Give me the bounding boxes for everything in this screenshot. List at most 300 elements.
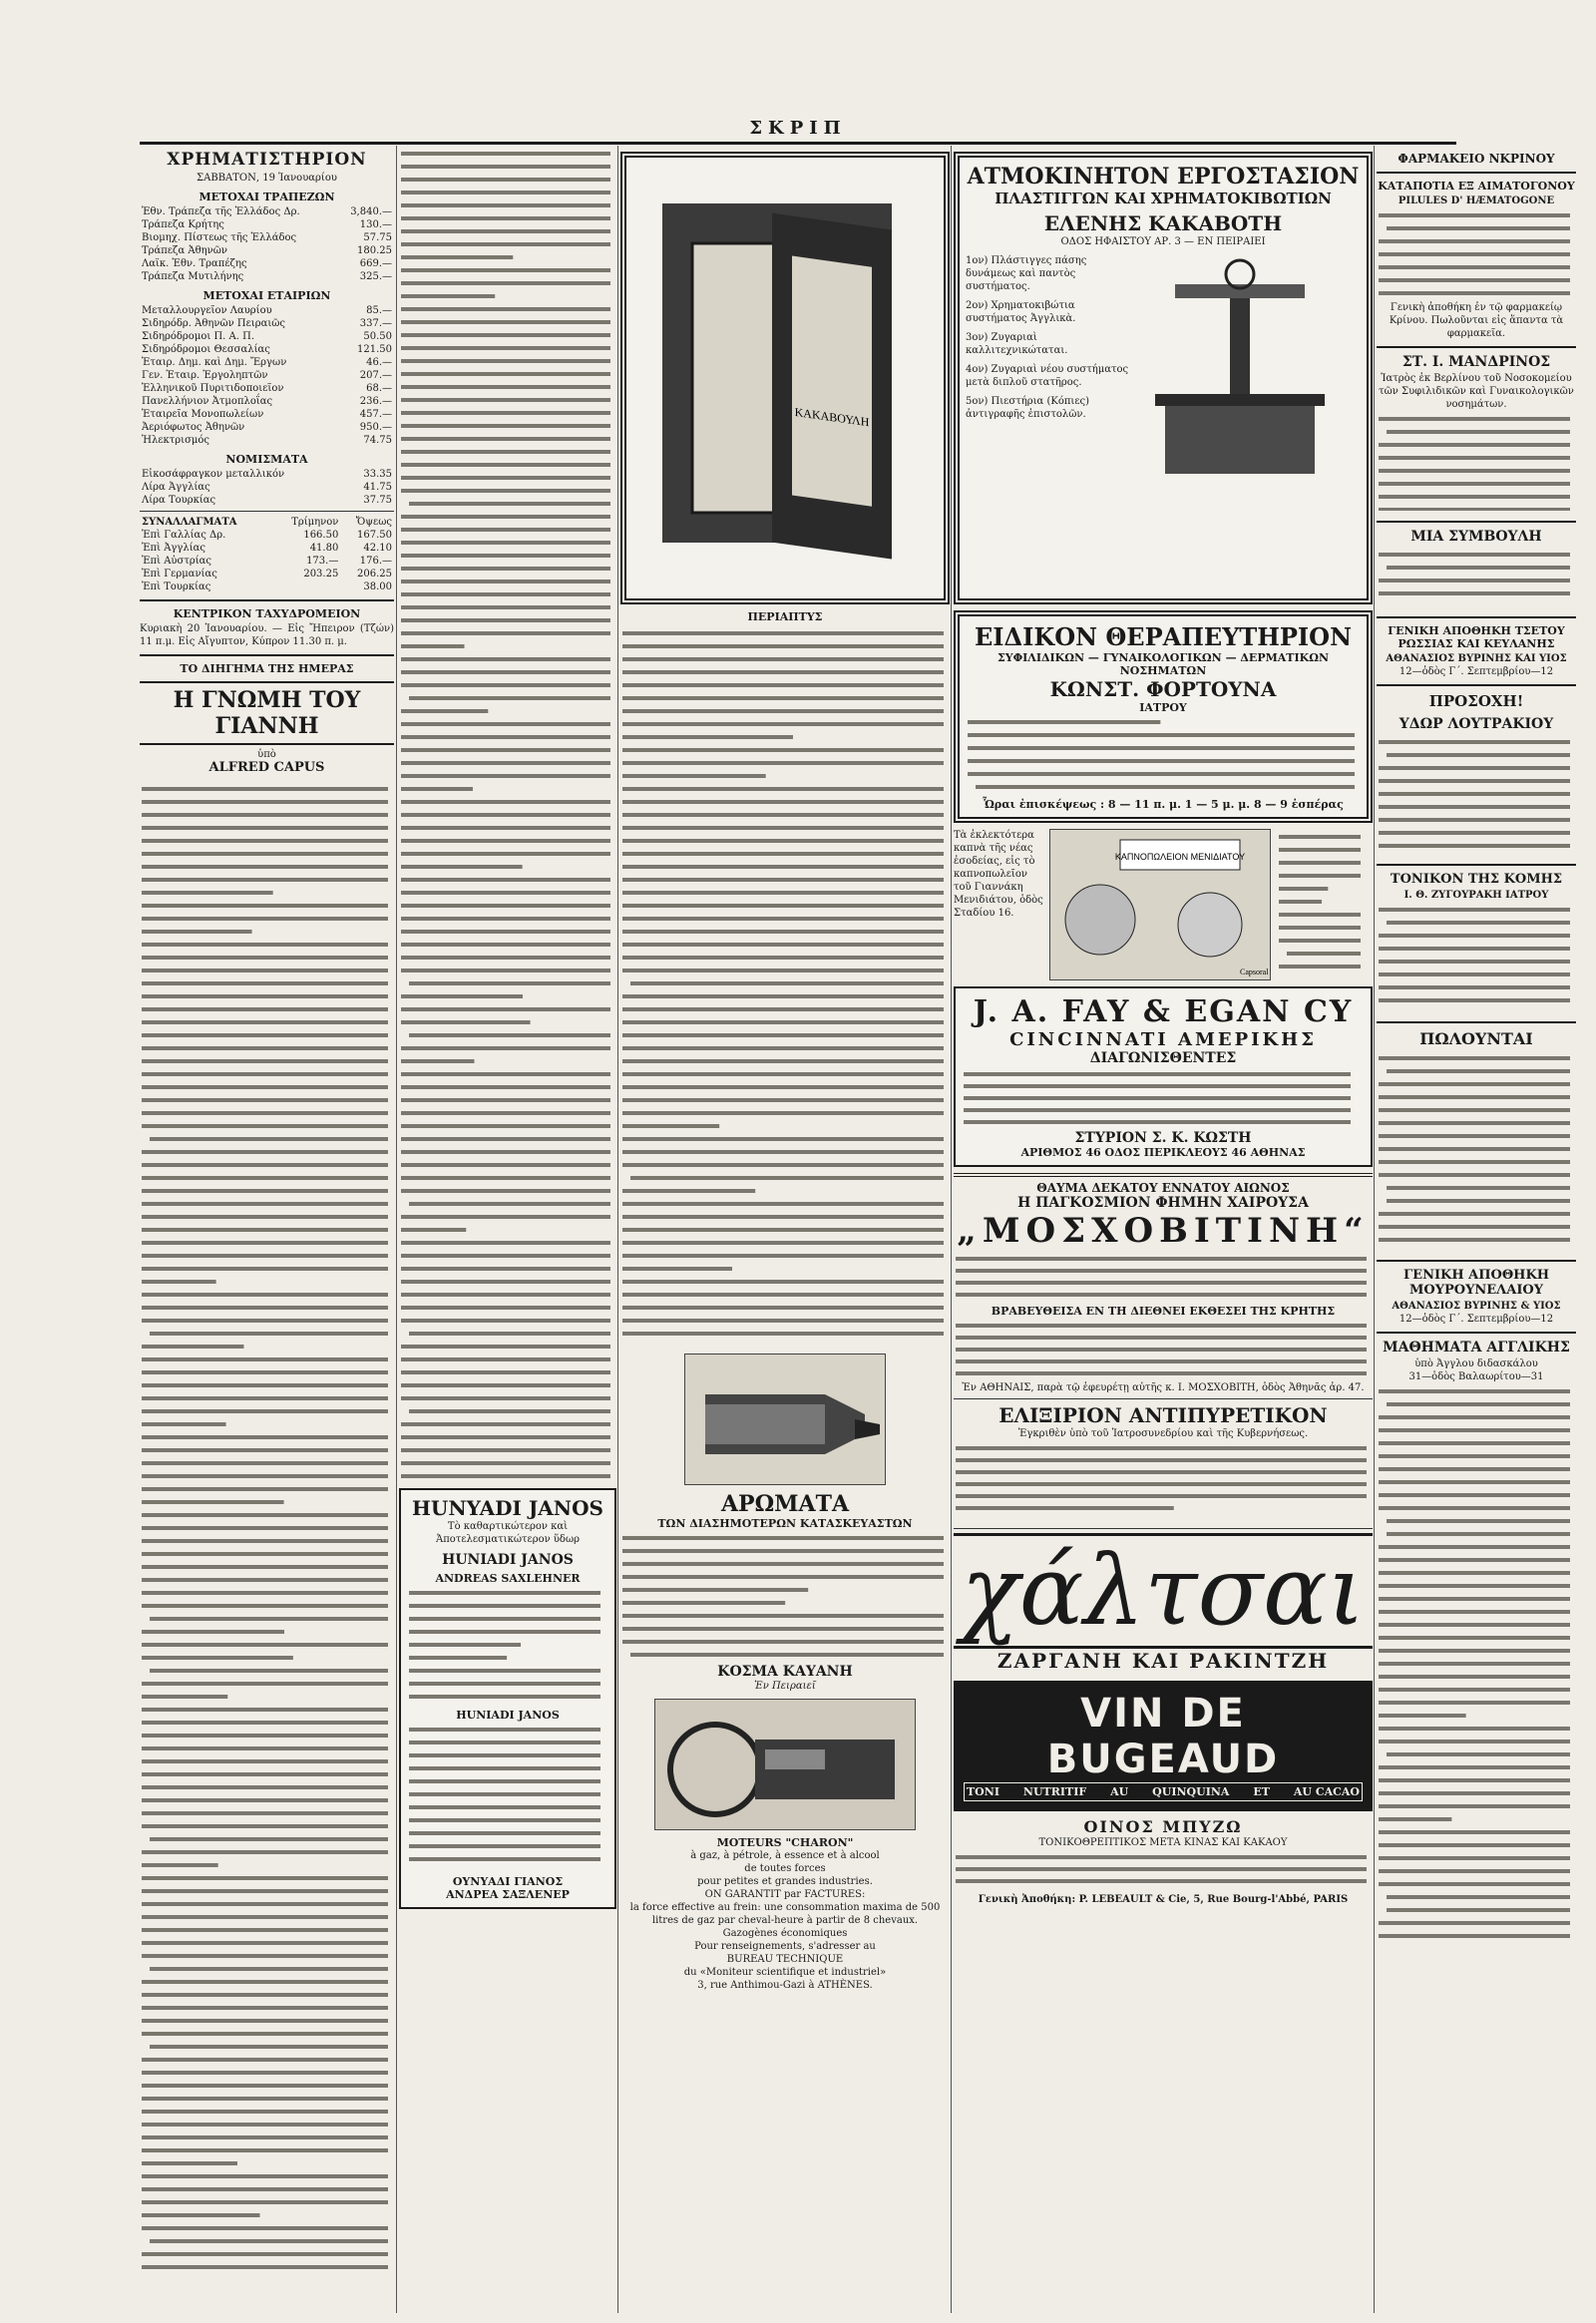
coins-heading: ΝΟΜΙΣΜΑΤΑ (225, 453, 308, 466)
text-line (401, 229, 610, 233)
text-line (142, 1059, 388, 1063)
text-line (401, 242, 610, 246)
text-line (1379, 1095, 1570, 1099)
table-row (140, 481, 394, 494)
doctor-text: Ἰατρὸς ἐκ Βερλίνου τοῦ Νοσοκομείου τῶν Συφιλιδικῶν καὶ Γυναικολογικῶν νοσημάτων. (1379, 373, 1574, 410)
bugeaud-word: AU (1110, 1785, 1129, 1798)
komis-title: ΤΟΝΙΚΟΝ ΤΗΣ ΚΟΜΗΣ (1390, 872, 1563, 887)
text-line (142, 1487, 388, 1491)
text-line (1379, 985, 1570, 989)
safe-illustration (632, 164, 938, 582)
cartoon-illustration (1049, 829, 1271, 980)
text-line (401, 956, 610, 960)
text-line (956, 1482, 1367, 1486)
text-line (1379, 1934, 1570, 1938)
row-label: Γεν. Ἑταιρ. Ἐργοληπτῶν (142, 370, 268, 381)
text-line (622, 1150, 944, 1154)
text-line (622, 1059, 944, 1063)
text-line (1379, 779, 1570, 783)
text-line (1387, 1519, 1570, 1523)
text-line (150, 1669, 388, 1673)
text-line (401, 489, 610, 493)
text-line (401, 346, 610, 350)
text-line (1379, 1173, 1570, 1177)
coins-table (140, 468, 394, 507)
divider (1377, 346, 1576, 348)
text-line (401, 450, 610, 454)
text-line (1379, 1506, 1570, 1510)
charon-line: Pour renseignements, s'adresser au (694, 1941, 876, 1952)
bugeaud-word: NUTRITIF (1022, 1785, 1087, 1798)
text-line (409, 1604, 600, 1608)
text-line (1379, 1623, 1570, 1627)
text-line (956, 1855, 1367, 1859)
text-line (401, 320, 610, 324)
text-line (1379, 1610, 1570, 1614)
text-line (622, 1033, 944, 1037)
row-value: 669.— (359, 258, 392, 269)
text-line (964, 1084, 1351, 1088)
depot1-date: 12—ὁδὸς Γ΄. Σεπτεμβρίου—12 (1398, 666, 1554, 677)
text-line (409, 981, 610, 985)
text-line (142, 1085, 388, 1089)
text-line (968, 720, 1160, 724)
divider (1377, 616, 1576, 618)
clinic-doctor: ΚΩΝΣΤ. ΦΟΡΤΟΥΝΑ (1049, 677, 1277, 701)
text-line (968, 746, 1355, 750)
text-line (401, 735, 610, 739)
text-line (142, 1811, 388, 1815)
text-line (622, 800, 944, 804)
text-line (142, 1721, 388, 1725)
divider (1377, 1260, 1576, 1262)
text-line (142, 1863, 218, 1867)
text-line (401, 1383, 610, 1387)
text-line (1279, 874, 1361, 878)
column-rule (396, 146, 397, 2313)
hunyadi-footer2: ΑΝΔΡΕΑ ΣΑΞΛΕΝΕΡ (446, 1888, 570, 1901)
post-heading: ΚΕΝΤΡΙΚΟΝ ΤΑΧΥΔΡΟΜΕΙΟΝ (173, 607, 361, 620)
text-line (142, 1461, 388, 1465)
text-line (401, 1396, 610, 1400)
text-line (1387, 1532, 1570, 1536)
text-line (1379, 553, 1570, 557)
text-line (622, 930, 944, 934)
text-line (401, 191, 610, 194)
text-line (401, 722, 610, 726)
text-line (956, 1336, 1367, 1340)
text-line (142, 1033, 388, 1037)
text-line (622, 1536, 944, 1540)
doctor-name: ΣΤ. Ι. ΜΑΝΔΡΙΝΟΣ (1401, 354, 1551, 370)
table-row (140, 568, 394, 581)
text-line (409, 1202, 610, 1206)
text-line (622, 1163, 944, 1167)
text-line (622, 994, 944, 998)
text-line (956, 1494, 1367, 1498)
text-line (622, 657, 944, 661)
text-line (401, 657, 610, 661)
komis-lines (1377, 902, 1576, 1011)
text-line (142, 1513, 388, 1517)
row-label: Ἑλληνικοῦ Πυριτιδοποιεῖον (142, 383, 284, 394)
text-line (1387, 753, 1570, 757)
text-line (401, 1228, 466, 1232)
divider (1377, 1021, 1576, 1023)
row-label: Πανελλήνιον Ἀτμοπλοΐας (142, 396, 273, 407)
text-line (1379, 960, 1570, 964)
text-line (401, 515, 610, 519)
workshop-title: ΑΤΜΟΚΙΝΗΤΟΝ ΕΡΓΟΣΤΑΣΙΟΝ (967, 164, 1360, 190)
text-line (1279, 861, 1361, 865)
text-line (401, 178, 610, 182)
text-line (401, 891, 610, 895)
text-line (409, 1766, 600, 1770)
text-line (401, 1124, 610, 1128)
row-value: 130.— (359, 219, 392, 230)
fx-label: Ἐπὶ Γερμανίας (142, 569, 217, 580)
text-line (409, 1033, 610, 1037)
text-line (622, 852, 944, 856)
text-line (1379, 591, 1570, 595)
text-line (956, 1269, 1367, 1273)
text-line (1379, 1545, 1570, 1549)
bugeaud-text (954, 1849, 1373, 1889)
text-line (1379, 1238, 1570, 1242)
text-line (409, 1857, 600, 1861)
charon-line: de toutes forces (744, 1863, 826, 1874)
hunyadi-name3: HUNIADI JANOS (456, 1709, 560, 1722)
depot1-title: ΓΕΝΙΚΗ ΑΠΟΘΗΚΗ ΤΣΕΤΟΥ ΡΩΣΣΙΑΣ ΚΑΙ ΚΕΥΛΑΝΗΣ (1388, 624, 1565, 650)
elixir-text: Ἐγκριθὲν ὑπὸ τοῦ Ἰατροσυνεδρίου καὶ τῆς Κυβερνήσεως. (1017, 1428, 1309, 1439)
row-value: 46.— (366, 357, 392, 368)
row-value: 50.50 (363, 331, 392, 342)
text-line (401, 411, 610, 415)
text-line (622, 1007, 944, 1011)
table-row (140, 244, 394, 257)
column-3 (620, 146, 950, 2310)
text-line (1379, 792, 1570, 796)
depot2-date: 12—ὁδὸς Γ΄. Σεπτεμβρίου—12 (1398, 1314, 1554, 1325)
text-line (142, 1902, 388, 1906)
text-line (142, 1280, 216, 1284)
text-line (401, 813, 610, 817)
text-line (142, 943, 388, 947)
text-line (142, 2187, 388, 2191)
workshop-item: 2ον) Χρηματοκιβώτια συστήματος Ἀγγλικὰ. (966, 300, 1076, 324)
text-line (409, 1591, 600, 1595)
moscho-top: ΘΑΥΜΑ ΔΕΚΑΤΟΥ ΕΝΝΑΤΟΥ ΑΙΩΝΟΣ (1036, 1181, 1290, 1195)
text-line (401, 904, 610, 908)
text-line (622, 1267, 732, 1271)
text-line (142, 1306, 388, 1310)
text-line (622, 670, 944, 674)
text-line (1379, 579, 1570, 582)
text-line (1379, 947, 1570, 951)
text-line (142, 787, 388, 791)
text-line (1387, 921, 1570, 925)
text-line (142, 2058, 388, 2062)
bugeaud-greek: ΟΙΝΟΣ ΜΠΥΖΩ (1083, 1817, 1243, 1836)
hunyadi-title: HUNYADI JANOS (412, 1496, 603, 1520)
english-title: ΜΑΘΗΜΑΤΑ ΑΓΓΛΙΚΗΣ (1383, 1340, 1570, 1355)
divider (954, 1173, 1373, 1177)
text-line (401, 268, 610, 272)
text-line (622, 1111, 944, 1115)
text-line (622, 644, 944, 648)
row-value: 180.25 (357, 245, 392, 256)
text-line (142, 1565, 388, 1569)
text-line (150, 2045, 388, 2049)
table-row (140, 494, 394, 507)
pills-brand: PILULES D' HÆMATOGONE (1397, 195, 1555, 206)
fay-tag: ΔΙΑΓΩΝΙΣΘΕΝΤΕΣ (1089, 1050, 1237, 1066)
fx-value: 38.00 (363, 581, 392, 592)
text-line (622, 1189, 755, 1193)
text-line (1379, 1558, 1570, 1562)
text-line (1379, 1134, 1570, 1138)
row-label: Βιομηχ. Πίστεως τῆς Ἑλλάδος (142, 232, 297, 243)
text-line (142, 917, 388, 921)
text-line (1379, 1856, 1570, 1860)
charon-line: pour petites et grandes industries. (697, 1876, 873, 1887)
text-line (630, 1653, 944, 1657)
text-line (142, 968, 388, 972)
text-line (1379, 1662, 1570, 1666)
text-line (142, 2213, 260, 2217)
text-line (401, 541, 610, 545)
text-line (142, 1941, 388, 1945)
text-line (1379, 1882, 1570, 1886)
bugeaud-desc: ΤΟΝΙΚΟΘΡΕΠΤΙΚΟΣ ΜΕΤΑ ΚΙΝΑΣ ΚΑΙ ΚΑΚΑΟΥ (1038, 1837, 1288, 1848)
text-line (142, 1020, 388, 1024)
text-line (142, 1708, 388, 1712)
aromata-shop: ΚΟΣΜΑ ΚΑΥΑΝΗ (717, 1664, 853, 1680)
text-line (401, 1435, 610, 1439)
text-line (142, 1150, 388, 1154)
text-line (142, 1993, 388, 1997)
hunyadi-text-lines (407, 1585, 606, 1705)
pills-text: Γενικὴ ἀποθήκη ἐν τῷ φαρμακείῳ Κρίνου. Πωλοῦνται εἰς ἅπαντα τὰ φαρμακεῖα. (1389, 302, 1564, 339)
text-line (622, 1202, 944, 1206)
text-line (956, 1359, 1367, 1363)
text-line (622, 722, 944, 726)
text-line (142, 2148, 388, 2152)
divider (954, 1398, 1373, 1399)
text-line (142, 1241, 388, 1245)
text-line (622, 683, 944, 687)
text-line (142, 891, 273, 895)
text-line (142, 1889, 388, 1893)
text-line (401, 294, 495, 298)
aromata-place: Ἐν Πειραιεῖ (754, 1681, 816, 1692)
text-line (1379, 1817, 1451, 1821)
text-line (409, 1779, 600, 1783)
engine-illustration (654, 1699, 916, 1830)
fx-value: 203.25 (303, 569, 339, 580)
text-line (622, 865, 944, 869)
text-line (1379, 291, 1570, 295)
text-line (401, 476, 610, 480)
text-line (142, 2265, 388, 2269)
table-row (140, 218, 394, 231)
bugeaud-title: VIN DE BUGEAUD (1046, 1691, 1280, 1782)
text-line (142, 826, 388, 830)
text-line (142, 1850, 388, 1854)
text-line (142, 1798, 388, 1802)
column-rule (1374, 146, 1375, 2313)
text-line (142, 1319, 388, 1323)
text-line (964, 1072, 1351, 1076)
charon-line: la force effective au frein: une consommation maxima de 500 litres de gaz par cheval-heure à partir de 8 chevaux. (629, 1902, 941, 1926)
clinic-hours: Ὧραι ἐπισκέψεως : 8 — 11 π. μ. 1 — 5 μ. μ. 8 — 9 ἑσπέρας (983, 798, 1344, 811)
hunyadi-name2: HUNIADI JANOS (442, 1552, 574, 1568)
prosochi-title: ΠΡΟΣΟΧΗ! (1428, 692, 1524, 710)
poulountai-lines (1377, 1050, 1576, 1250)
text-line (1379, 1921, 1570, 1925)
moscho-text-2 (954, 1318, 1373, 1377)
moscho-title: „ΜΟΣΧΟΒΙΤΙΝΗ“ (957, 1211, 1370, 1251)
text-line (1379, 1441, 1570, 1445)
text-line (401, 437, 610, 441)
text-line (1379, 934, 1570, 938)
scale-illustration (1135, 254, 1345, 514)
text-line (1379, 1714, 1466, 1718)
text-line (1379, 278, 1570, 282)
fx-value: 176.— (359, 556, 392, 567)
story-section: ΤΟ ΔΙΗΓΗΜΑ ΤΗΣ ΗΜΕΡΑΣ (180, 662, 354, 675)
table-row (140, 205, 394, 218)
text-line (142, 1682, 388, 1686)
text-line (956, 1324, 1367, 1328)
text-line (142, 1526, 388, 1530)
text-line (142, 1591, 388, 1595)
text-line (142, 800, 388, 804)
text-line (1279, 900, 1322, 904)
text-line (401, 930, 610, 934)
text-line (1379, 1108, 1570, 1112)
charon-text (620, 1849, 950, 1992)
text-line (1379, 1791, 1570, 1795)
text-line (622, 696, 944, 700)
text-line (622, 748, 944, 752)
text-line (1387, 1402, 1570, 1406)
text-line (968, 759, 1355, 763)
text-line (142, 852, 388, 856)
text-line (401, 1137, 610, 1141)
clinic-text (966, 714, 1361, 794)
text-line (142, 1046, 388, 1050)
text-line (142, 2135, 388, 2139)
clinic-role: ΙΑΤΡΟΥ (1139, 701, 1187, 714)
table-row (140, 330, 394, 343)
text-line (142, 1604, 388, 1608)
text-line (401, 644, 465, 648)
text-line (401, 1267, 610, 1271)
row-value: 325.— (359, 271, 392, 282)
text-line (401, 826, 610, 830)
text-line (1379, 417, 1570, 421)
text-line (401, 1280, 610, 1284)
text-line (401, 580, 610, 583)
text-line (401, 385, 610, 389)
text-line (622, 1098, 944, 1102)
workshop-items (966, 254, 1135, 514)
text-line (142, 1409, 388, 1413)
text-line (1379, 1727, 1570, 1731)
moscho-award: ΒΡΑΒΕΥΘΕΙΣΑ ΕΝ ΤΗ ΔΙΕΘΝΕΙ ΕΚΘΕΣΕΙ ΤΗΣ ΚΡΗΤΗΣ (991, 1305, 1336, 1318)
fx-col-a: Τρίμηνον (291, 517, 339, 528)
fx-value: 166.50 (303, 530, 339, 541)
text-line (401, 1448, 610, 1452)
text-line (1279, 848, 1361, 852)
haltsai-sub: ΖΑΡΓΑΝΗ ΚΑΙ ΡΑΚΙΝΤΖΗ (997, 1649, 1330, 1673)
komis-sub: Ι. Θ. ΖΥΓΟΥΡΑΚΗ ΙΑΤΡΟΥ (1403, 890, 1549, 901)
text-line (409, 1728, 600, 1732)
text-line (142, 1435, 388, 1439)
text-line (1387, 566, 1570, 570)
divider (1377, 172, 1576, 174)
text-line (622, 709, 944, 713)
page-header: ΣΚΡΙΠ (140, 118, 1456, 145)
table-row (140, 343, 394, 356)
text-line (142, 1267, 388, 1271)
text-line (401, 1111, 610, 1115)
text-line (401, 554, 610, 558)
story-title: Η ΓΝΩΜΗ ΤΟΥ ΓΙΑΝΝΗ (140, 681, 394, 745)
text-line (622, 1046, 944, 1050)
depot2-sub: ΑΘΑΝΑΣΙΟΣ ΒΥΡΙΝΗΣ & ΥΙΟΣ (1392, 1301, 1561, 1312)
text-line (401, 852, 610, 856)
text-line (142, 1552, 388, 1556)
companies-heading: ΜΕΤΟΧΑΙ ΕΤΑΙΡΙΩΝ (202, 289, 331, 302)
text-line (401, 1189, 610, 1193)
elixir-lines (954, 1440, 1373, 1520)
row-value: 236.— (359, 396, 392, 407)
text-line (409, 1695, 600, 1699)
text-line (142, 1915, 388, 1919)
text-line (142, 2006, 388, 2010)
table-row (140, 356, 394, 369)
text-line (142, 1656, 293, 1660)
text-line (956, 1470, 1367, 1474)
text-line (622, 904, 944, 908)
text-line (964, 1108, 1351, 1112)
text-line (622, 1254, 944, 1258)
divider (140, 654, 394, 656)
row-label: Ἐθν. Τράπεζα τῆς Ἑλλάδος Δρ. (142, 206, 300, 217)
text-line (1279, 835, 1361, 839)
text-line (142, 1383, 388, 1387)
text-line (409, 1818, 600, 1822)
text-line (142, 2032, 388, 2036)
text-line (401, 1345, 610, 1349)
text-line (142, 1202, 388, 1206)
clinic-subtitle: ΣΥΦΙΛΙΔΙΚΩΝ — ΓΥΝΑΙΚΟΛΟΓΙΚΩΝ — ΔΕΡΜΑΤΙΚΩΝ ΝΟΣΗΜΑΤΩΝ (997, 651, 1330, 677)
fx-label: Ἐπὶ Γαλλίας Δρ. (142, 530, 226, 541)
fay-city: CINCINNATI ΑΜΕΡΙΚΗΣ (1009, 1029, 1317, 1050)
text-line (401, 878, 610, 882)
text-line (401, 203, 610, 207)
text-line (1379, 1428, 1570, 1432)
text-line (409, 1753, 600, 1757)
table-row (140, 421, 394, 434)
row-label: Ἑταιρ. Δημ. καὶ Δημ. Ἔργων (142, 357, 287, 368)
text-line (401, 165, 610, 169)
text-line (1379, 265, 1570, 269)
text-line (1379, 998, 1570, 1002)
row-label: Ἑταιρεῖα Μονοπωλείων (142, 409, 264, 420)
